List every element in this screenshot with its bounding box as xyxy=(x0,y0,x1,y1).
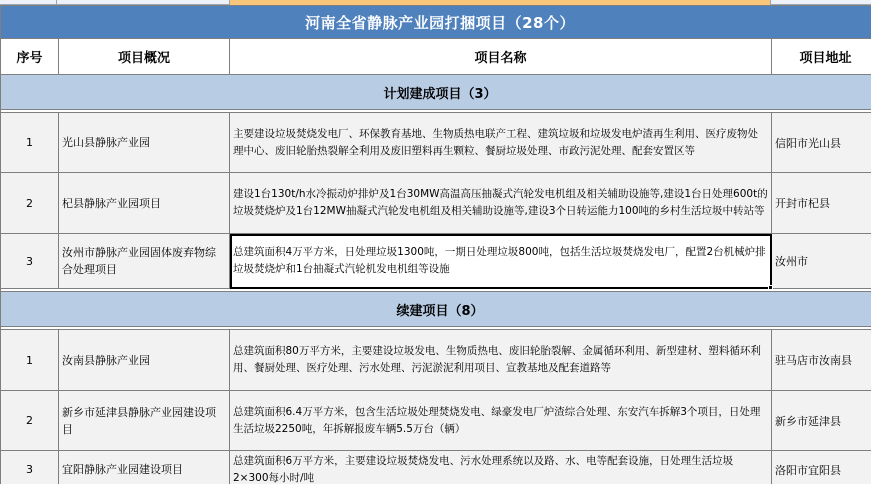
row-address[interactable]: 汝州市 xyxy=(772,234,871,289)
row-address[interactable]: 开封市杞县 xyxy=(772,173,871,234)
table-row xyxy=(1,451,871,484)
table-row xyxy=(1,173,871,234)
row-name[interactable]: 总建筑面积80万平方米，主要建设垃圾发电、生物质热电、废旧轮胎裂解、金属循环利用、新型建材、塑料循环利用、餐厨处理、医疗处理、污水处理、污泥淤泥利用项目、宣教基地及配套道路等 xyxy=(230,330,772,391)
row-overview[interactable]: 杞县静脉产业园项目 xyxy=(59,173,230,234)
row-index[interactable]: 2 xyxy=(1,173,59,234)
row-address[interactable]: 洛阳市宜阳县 xyxy=(772,451,871,484)
row-address[interactable]: 信阳市光山县 xyxy=(772,113,871,173)
row-name[interactable]: 总建筑面积6万平方米，主要建设垃圾焚烧发电、污水处理系统以及路、水、电等配套设施，日处理生活垃圾2×300每小时/吨 xyxy=(230,451,772,484)
table-row xyxy=(1,330,871,391)
selected-cell[interactable]: 总建筑面积4万平方米，日处理垃圾1300吨，一期日处理垃圾800吨，包括生活垃圾焚烧发电厂，配置2台机械炉排垃圾焚烧炉和1台抽凝式汽轮机发电机组等设施 xyxy=(230,234,772,289)
row-overview[interactable]: 光山县静脉产业园 xyxy=(59,113,230,173)
row-index[interactable]: 3 xyxy=(1,234,59,289)
table-row xyxy=(1,391,871,451)
project-table xyxy=(0,5,871,484)
row-name[interactable]: 主要建设垃圾焚烧发电厂、环保教育基地、生物质热电联产工程、建筑垃圾和垃圾发电炉渣再生利用、医疗废物处理中心、废旧轮胎热裂解全利用及废旧塑料再生颗粒、餐厨垃圾处理、市政污泥处理、配套安置区等 xyxy=(230,113,772,173)
section-title-planned[interactable]: 计划建成项目（3） xyxy=(1,75,871,110)
row-name[interactable]: 建设1台130t/h水冷振动炉排炉及1台30MW高温高压抽凝式汽轮发电机组及相关辅助设施等,建设1台日处理600t的垃圾焚烧炉及1台12MW抽凝式汽轮发电机组及相关辅助设施等,建设3个日转运能力100吨的乡村生活垃圾中转站等 xyxy=(230,173,772,234)
section-title-continuing[interactable]: 续建项目（8） xyxy=(1,292,871,327)
row-address[interactable]: 驻马店市汝南县 xyxy=(772,330,871,391)
row-address[interactable]: 新乡市延津县 xyxy=(772,391,871,451)
table-row xyxy=(1,113,871,173)
sheet-title[interactable]: 河南全省静脉产业园打捆项目（28个） xyxy=(1,6,871,39)
row-overview[interactable]: 宜阳静脉产业园建设项目 xyxy=(59,451,230,484)
row-overview[interactable]: 汝南县静脉产业园 xyxy=(59,330,230,391)
row-overview[interactable]: 汝州市静脉产业园固体废弃物综合处理项目 xyxy=(59,234,230,289)
header-address[interactable]: 项目地址 xyxy=(772,39,871,75)
row-index[interactable]: 2 xyxy=(1,391,59,451)
row-index[interactable]: 1 xyxy=(1,113,59,173)
row-overview[interactable]: 新乡市延津县静脉产业园建设项目 xyxy=(59,391,230,451)
fill-handle[interactable] xyxy=(768,285,773,290)
row-index[interactable]: 3 xyxy=(1,451,59,484)
row-index[interactable]: 1 xyxy=(1,330,59,391)
row-name[interactable]: 总建筑面积6.4万平方米，包含生活垃圾处理焚烧发电、绿豪发电厂炉渣综合处理、东安汽车拆解3个项目，日处理生活垃圾2250吨，年拆解报废车辆5.5万台（辆） xyxy=(230,391,772,451)
header-overview[interactable]: 项目概况 xyxy=(59,39,230,75)
header-name[interactable]: 项目名称 xyxy=(230,39,772,75)
header-index[interactable]: 序号 xyxy=(1,39,59,75)
table-row xyxy=(1,234,871,289)
